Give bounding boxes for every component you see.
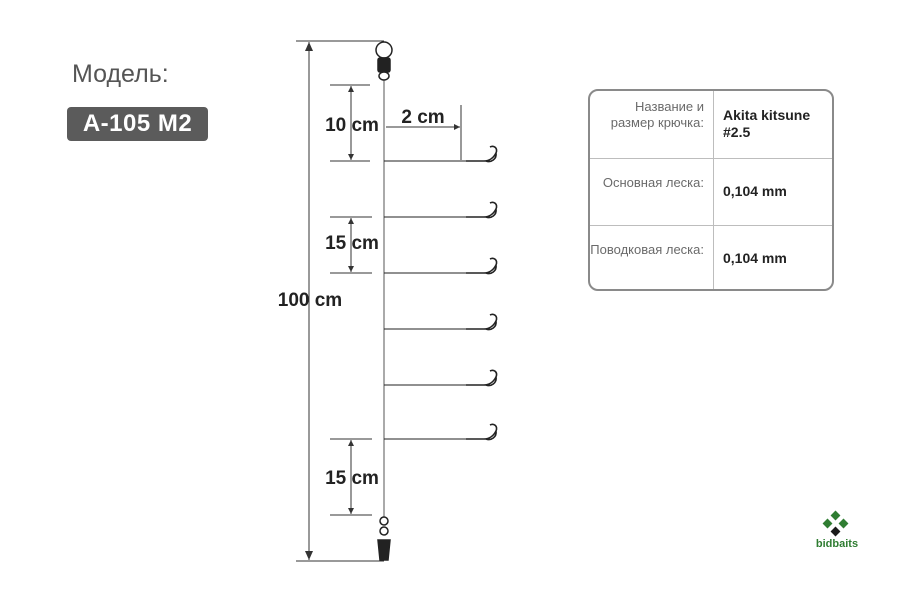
spec-row-leader-line <box>590 225 832 291</box>
model-label: Модель: <box>72 60 169 88</box>
spec-label-leader-line: Поводковая леска: <box>590 242 704 257</box>
brand-mark-icon <box>810 510 864 538</box>
bottom-spacing-label: 15 cm <box>325 468 379 489</box>
spec-row-main-line <box>590 158 832 226</box>
hook-icon <box>466 314 497 329</box>
brand-name: bidbaits <box>815 538 859 550</box>
top-swivel <box>376 42 392 80</box>
spec-value-main-line: 0,104 mm <box>723 183 787 199</box>
spec-label-main-line: Основная леска: <box>602 175 704 190</box>
hook-spacing-label: 15 cm <box>325 233 379 254</box>
hook-icon <box>466 258 497 273</box>
hook-icon <box>466 146 497 161</box>
hook-icon <box>466 370 497 385</box>
spec-label-hook: Название и размер крючка: <box>610 99 704 130</box>
bottom-snap <box>378 517 390 560</box>
hook-icon <box>466 202 497 217</box>
hook-icon <box>466 424 497 439</box>
spec-table <box>588 89 834 291</box>
total-length-label: 100 cm <box>277 290 343 311</box>
snood-length-label: 2 cm <box>401 107 445 128</box>
model-code-badge: A-105 M2 <box>67 107 208 141</box>
spec-row-hook <box>590 91 832 158</box>
spec-value-leader-line: 0,104 mm <box>723 250 787 266</box>
spec-value-hook: Akita kitsune #2.5 <box>723 107 811 140</box>
top-spacing-label: 10 cm <box>325 115 379 136</box>
brand-logo <box>810 510 864 554</box>
